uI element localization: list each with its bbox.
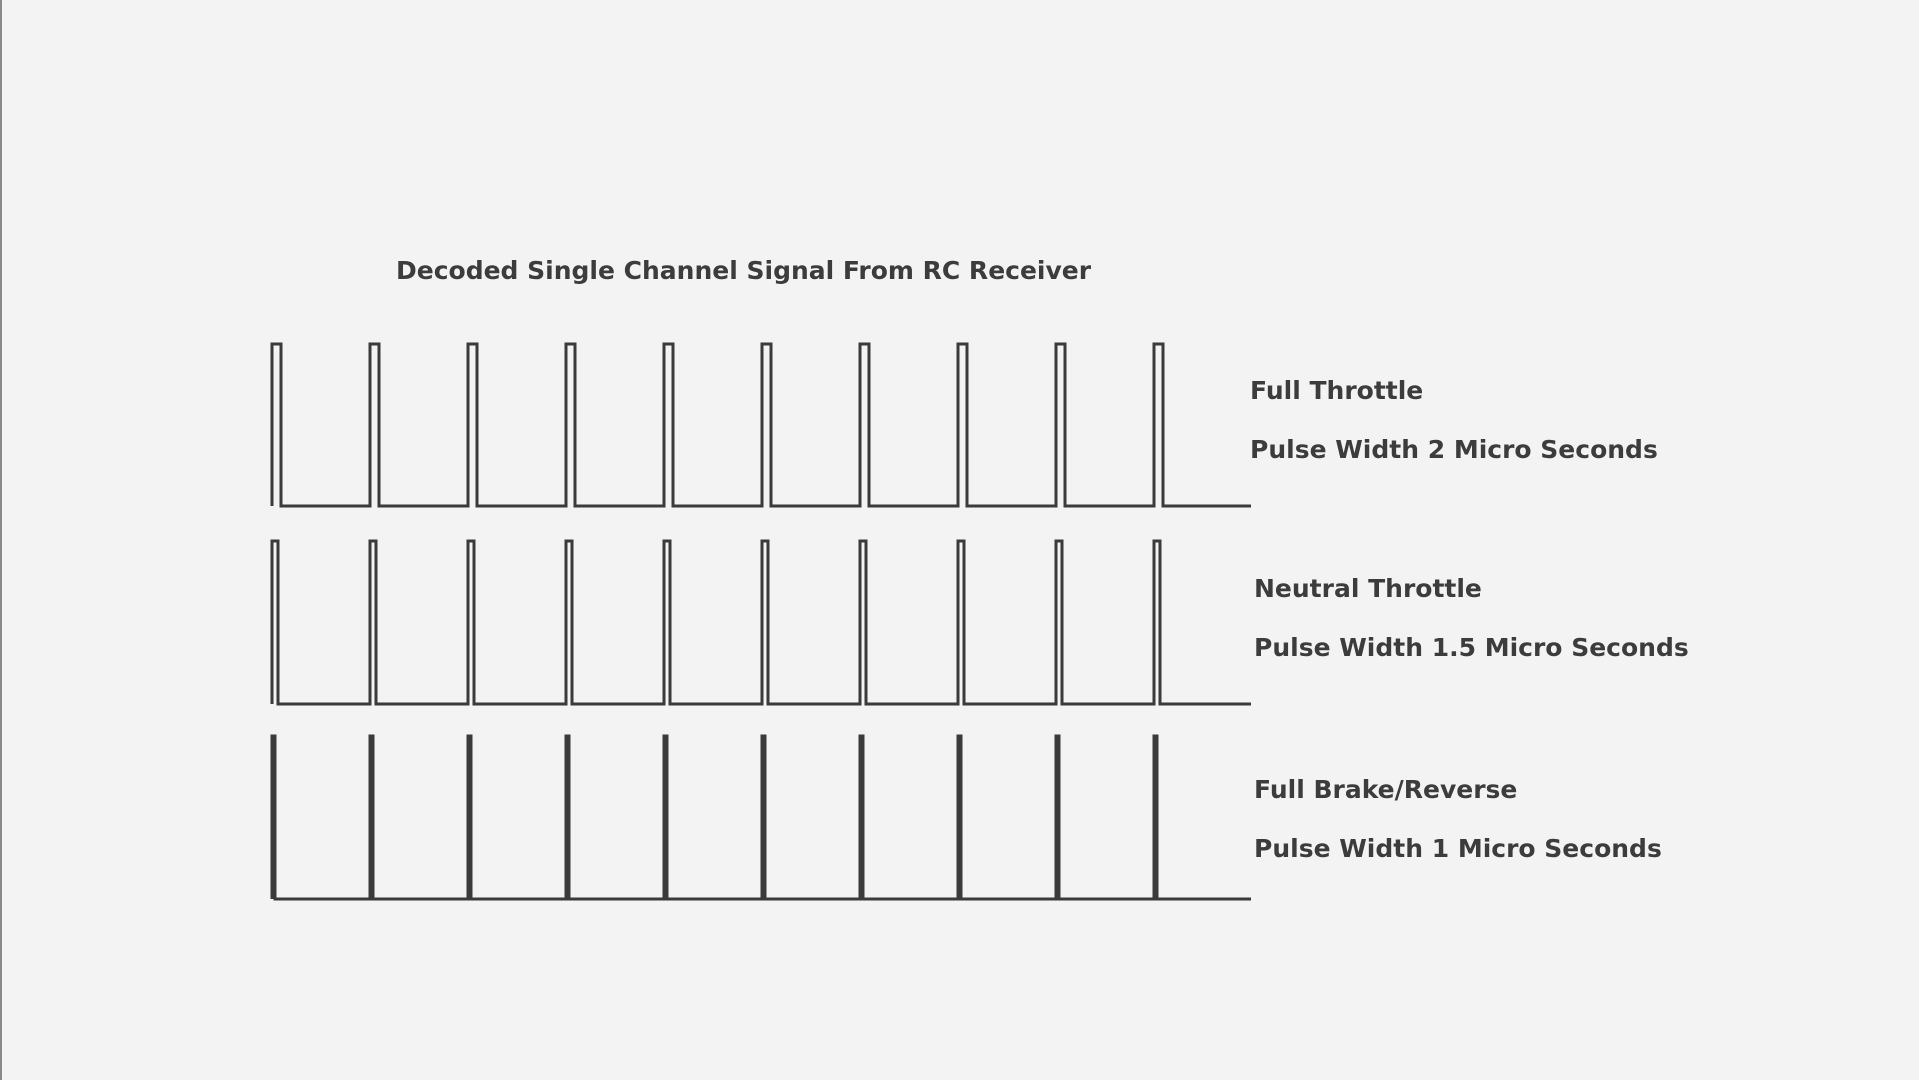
signal-1-pulse-width-label: Pulse Width 2 Micro Seconds <box>1250 435 1658 464</box>
signal-1-state-label: Full Throttle <box>1250 376 1424 405</box>
signal-3-state-label: Full Brake/Reverse <box>1254 775 1518 804</box>
pulse-train-2 <box>272 541 1251 704</box>
pulse-train-1 <box>272 344 1251 506</box>
signal-2-state-label: Neutral Throttle <box>1254 574 1482 603</box>
diagram-title: Decoded Single Channel Signal From RC Receiver <box>396 256 1092 285</box>
signal-2-pulse-width-label: Pulse Width 1.5 Micro Seconds <box>1254 633 1689 662</box>
pulse-train-3 <box>272 736 1251 899</box>
signal-3-pulse-width-label: Pulse Width 1 Micro Seconds <box>1254 834 1662 863</box>
